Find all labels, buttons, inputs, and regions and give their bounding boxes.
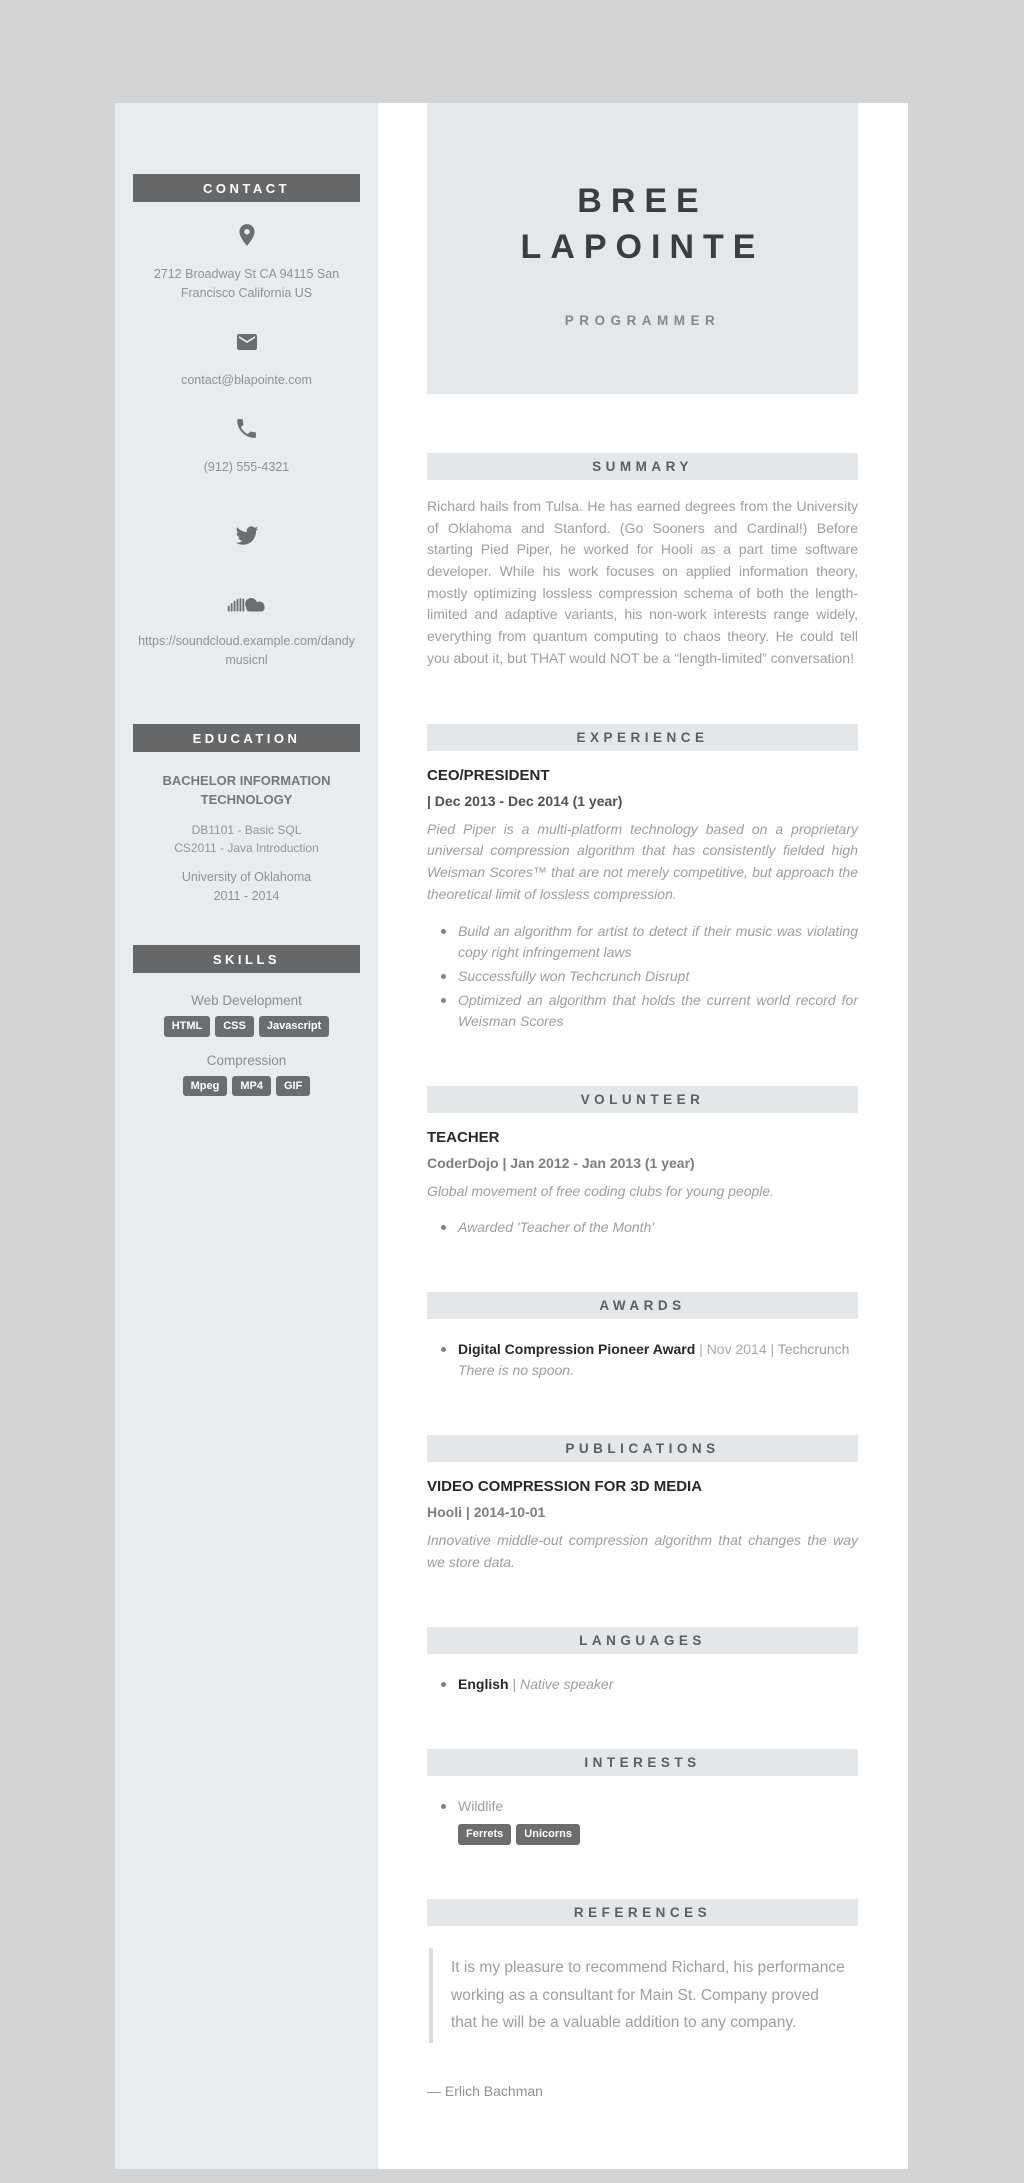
job-bullet-list bbox=[441, 921, 858, 1032]
publication-entry bbox=[427, 1478, 858, 1573]
bullet-dot bbox=[441, 1347, 446, 1352]
award-org: Techcrunch bbox=[777, 1340, 850, 1357]
skill-tag: HTML bbox=[164, 1016, 211, 1036]
experience-section bbox=[427, 724, 858, 1033]
publication-meta: Hooli | 2014-10-01 bbox=[427, 1503, 546, 1520]
publication-title: VIDEO COMPRESSION FOR 3D MEDIA bbox=[427, 1477, 703, 1495]
interest-tag: Unicorns bbox=[516, 1824, 580, 1844]
references-section bbox=[427, 1899, 858, 2100]
sidebar bbox=[115, 103, 378, 2169]
reference-attribution: — Erlich Bachman bbox=[427, 2083, 543, 2100]
list-item bbox=[441, 921, 858, 963]
bullet-text: Optimized an algorithm that holds the current world record for Weisman Scores bbox=[458, 992, 858, 1030]
award-entry bbox=[458, 1339, 849, 1381]
volunteer-title: TEACHER bbox=[427, 1129, 500, 1147]
education-years: 2011 - 2014 bbox=[213, 888, 280, 903]
interest-name: Wildlife bbox=[458, 1798, 504, 1815]
language-name: English bbox=[458, 1676, 509, 1693]
bullet-dot bbox=[441, 1225, 446, 1230]
name-header-block bbox=[427, 103, 858, 394]
languages-section-header: LANGUAGES bbox=[427, 1627, 858, 1654]
education-degree: BACHELOR INFORMATION TECHNOLOGY bbox=[162, 773, 331, 808]
interests-list bbox=[441, 1796, 858, 1844]
volunteer-bullet-list bbox=[441, 1217, 858, 1238]
interest-entry bbox=[458, 1796, 580, 1844]
soundcloud-icon bbox=[133, 593, 360, 620]
education-section-header: EDUCATION bbox=[133, 724, 360, 752]
candidate-role: PROGRAMMER bbox=[564, 312, 721, 328]
volunteer-section-header: VOLUNTEER bbox=[427, 1086, 858, 1113]
email-icon bbox=[133, 330, 360, 359]
education-course: DB1101 - Basic SQL bbox=[191, 822, 302, 837]
list-item bbox=[441, 1217, 858, 1238]
bullet-dot bbox=[441, 998, 446, 1003]
summary-text: Richard hails from Tulsa. He has earned degrees from the University of Oklahoma and Stanford. (Go Sooners and Cardinal!) Before starting Pied Piper, he worked for Hooli as a part time software developer. While his work focuses on applied information theory, mostly optimizing lossless compression schema of both the length-limited and adaptive variants, his non-work interests range widely, everything from quantum computing to chaos theory. He could tell you about it, but THAT would NOT be a “length-limited” conversation! bbox=[427, 498, 858, 666]
name-first: BREE bbox=[577, 182, 708, 221]
skill-tag: Mpeg bbox=[183, 1076, 228, 1096]
contact-email bbox=[133, 330, 360, 390]
skill-group-name: Compression bbox=[206, 1052, 287, 1068]
bullet-text: Build an algorithm for artist to detect if their music was violating copy right infringement laws bbox=[458, 923, 858, 961]
interest-tag: Ferrets bbox=[458, 1824, 511, 1844]
skills-section bbox=[133, 945, 360, 1096]
reference-quote: It is my pleasure to recommend Richard, his performance working as a consultant for Main St. Company proved that he will be a valuable addition to any company. bbox=[429, 1948, 858, 2044]
bullet-dot bbox=[441, 974, 446, 979]
job-title: CEO/PRESIDENT bbox=[427, 766, 550, 784]
name-last: LAPOINTE bbox=[520, 228, 765, 266]
phone-text: (912) 555-4321 bbox=[203, 460, 290, 475]
education-section bbox=[133, 724, 360, 905]
experience-section-header: EXPERIENCE bbox=[427, 724, 858, 751]
candidate-name bbox=[521, 179, 765, 271]
languages-section bbox=[427, 1627, 858, 1695]
awards-section-header: AWARDS bbox=[427, 1292, 858, 1319]
volunteer-section bbox=[427, 1086, 858, 1238]
phone-icon bbox=[133, 416, 360, 446]
skill-tag: Javascript bbox=[259, 1016, 329, 1036]
bullet-dot bbox=[441, 1682, 446, 1687]
soundcloud-url-text: https://soundcloud.example.com/dandymusicnl bbox=[138, 633, 355, 667]
skills-section-header: SKILLS bbox=[133, 945, 360, 973]
award-meta: | Nov 2014 | bbox=[699, 1340, 775, 1357]
education-school-name: University of Oklahoma bbox=[181, 869, 312, 884]
email-text: contact@blapointe.com bbox=[181, 372, 312, 387]
award-note: There is no spoon. bbox=[458, 1361, 574, 1378]
contact-phone bbox=[133, 416, 360, 477]
contact-section-header: CONTACT bbox=[133, 174, 360, 202]
education-school bbox=[133, 868, 360, 906]
publications-section-header: PUBLICATIONS bbox=[427, 1435, 858, 1462]
awards-list bbox=[441, 1339, 858, 1381]
contact-address bbox=[133, 222, 360, 304]
job-dates: | Dec 2013 - Dec 2014 (1 year) bbox=[427, 792, 623, 809]
contact-soundcloud bbox=[133, 593, 360, 671]
skill-group-web-development bbox=[133, 993, 360, 1036]
language-entry bbox=[458, 1674, 613, 1695]
bullet-dot bbox=[441, 929, 446, 934]
job-description: Pied Piper is a multi-platform technology based on a proprietary universal compression algorithm that has consistently fielded high Weisman Scores™ that are not merely competitive, but approach the theoretical limit of lossless compression. bbox=[427, 820, 858, 902]
bullet-text: Awarded 'Teacher of the Month' bbox=[458, 1218, 655, 1235]
languages-list bbox=[441, 1674, 858, 1695]
volunteer-entry bbox=[427, 1129, 858, 1238]
location-pin-icon bbox=[133, 222, 360, 253]
list-item bbox=[441, 966, 858, 987]
volunteer-description: Global movement of free coding clubs for young people. bbox=[427, 1183, 775, 1200]
resume-sheet bbox=[115, 103, 908, 2169]
contact-twitter bbox=[133, 522, 360, 553]
language-level: Native speaker bbox=[519, 1676, 614, 1693]
education-course: CS2011 - Java Introduction bbox=[174, 840, 319, 855]
skill-tag: CSS bbox=[215, 1016, 254, 1036]
list-item bbox=[441, 1796, 858, 1844]
awards-section bbox=[427, 1292, 858, 1381]
skill-tag: GIF bbox=[276, 1076, 310, 1096]
skill-group-compression bbox=[133, 1053, 360, 1096]
bullet-text: Successfully won Techcrunch Disrupt bbox=[458, 968, 690, 985]
bullet-dot bbox=[441, 1804, 446, 1809]
summary-section-header: SUMMARY bbox=[427, 453, 858, 480]
job-entry bbox=[427, 767, 858, 1033]
twitter-icon bbox=[133, 522, 360, 553]
language-separator: | bbox=[512, 1676, 517, 1693]
interests-section-header: INTERESTS bbox=[427, 1749, 858, 1776]
skill-group-name: Web Development bbox=[191, 993, 302, 1009]
skill-tag: MP4 bbox=[232, 1076, 271, 1096]
award-title: Digital Compression Pioneer Award bbox=[458, 1340, 696, 1357]
publication-description: Innovative middle-out compression algorithm that changes the way we store data. bbox=[427, 1531, 858, 1570]
summary-section bbox=[427, 453, 858, 670]
address-text: 2712 Broadway St CA 94115 San Francisco California US bbox=[153, 267, 340, 301]
publications-section bbox=[427, 1435, 858, 1573]
references-section-header: REFERENCES bbox=[427, 1899, 858, 1926]
list-item bbox=[441, 990, 858, 1032]
volunteer-meta: CoderDojo | Jan 2012 - Jan 2013 (1 year) bbox=[427, 1155, 695, 1172]
main-column bbox=[378, 103, 908, 2169]
interests-section bbox=[427, 1749, 858, 1844]
list-item bbox=[441, 1674, 858, 1695]
list-item bbox=[441, 1339, 858, 1381]
